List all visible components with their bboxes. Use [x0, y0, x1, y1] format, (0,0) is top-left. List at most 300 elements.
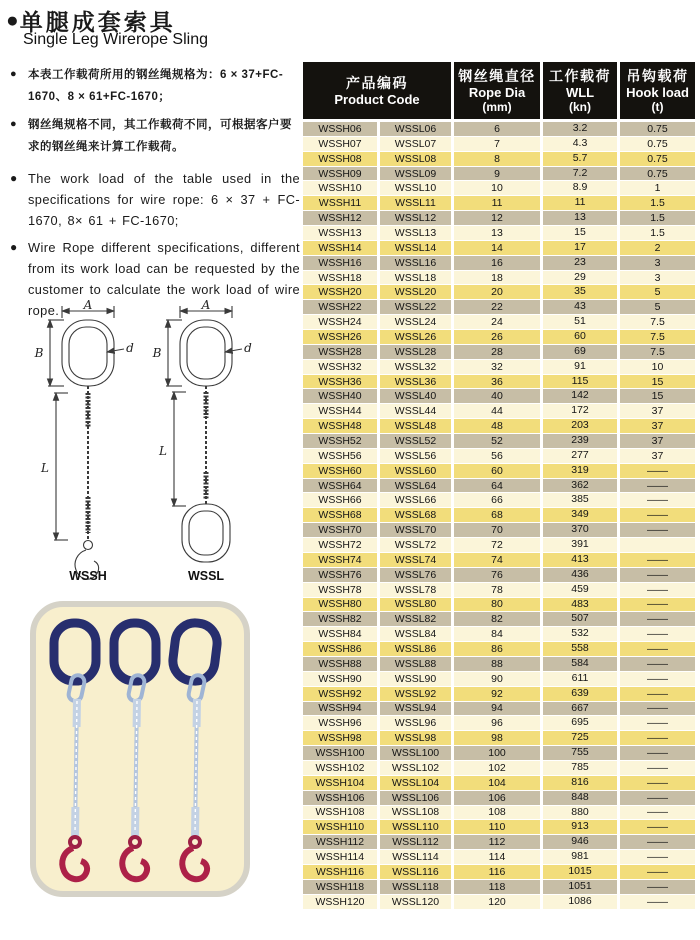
- cell-hook-load: ——: [620, 672, 695, 687]
- cell-hook-load: ——: [620, 835, 695, 850]
- cell-wssl-code: WSSL16: [380, 256, 454, 271]
- cell-hook-load: 7.5: [620, 345, 695, 360]
- cell-wssh-code: WSSH76: [303, 568, 380, 583]
- cell-wssl-code: WSSL13: [380, 226, 454, 241]
- cell-hook-load: ——: [620, 479, 695, 494]
- cell-hook-load: ——: [620, 583, 695, 598]
- cell-wssl-code: WSSL22: [380, 300, 454, 315]
- technical-diagrams: [10, 300, 292, 590]
- cell-rope-dia: 120: [454, 895, 543, 910]
- cell-wll: 816: [543, 776, 620, 791]
- cell-hook-load: ——: [620, 642, 695, 657]
- bullet-icon: ●: [10, 68, 17, 80]
- cell-rope-dia: 82: [454, 612, 543, 627]
- cell-hook-load: ——: [620, 627, 695, 642]
- cell-hook-load: ——: [620, 865, 695, 880]
- note-text: 钢丝绳规格不同，其工作载荷不同，可根据客户要求的钢丝绳来计算工作载荷。: [28, 119, 292, 153]
- cell-wssh-code: WSSH116: [303, 865, 380, 880]
- header-hook-load-en: Hook load: [626, 84, 689, 100]
- cell-rope-dia: 118: [454, 880, 543, 895]
- cell-hook-load: ——: [620, 702, 695, 717]
- note-item: [10, 168, 300, 231]
- cell-wll: 880: [543, 806, 620, 821]
- cell-wssl-code: WSSL114: [380, 850, 454, 865]
- cell-wssl-code: WSSL64: [380, 479, 454, 494]
- cell-rope-dia: 60: [454, 464, 543, 479]
- table-row: [303, 493, 695, 508]
- title-chinese: 单腿成套索具: [19, 9, 176, 35]
- cell-hook-load: ——: [620, 508, 695, 523]
- cell-wll: 558: [543, 642, 620, 657]
- spec-table: [303, 62, 695, 910]
- table-row: [303, 345, 695, 360]
- cell-rope-dia: 70: [454, 523, 543, 538]
- cell-rope-dia: 92: [454, 687, 543, 702]
- cell-wssh-code: WSSH11: [303, 196, 380, 211]
- cell-hook-load: 1.5: [620, 226, 695, 241]
- cell-wll: 23: [543, 256, 620, 271]
- table-row: [303, 271, 695, 286]
- cell-rope-dia: 8: [454, 152, 543, 167]
- table-row: [303, 256, 695, 271]
- note-item: [10, 114, 300, 158]
- cell-wssh-code: WSSH10: [303, 181, 380, 196]
- table-row: [303, 122, 695, 137]
- table-row: [303, 315, 695, 330]
- cell-wssh-code: WSSH36: [303, 375, 380, 390]
- cell-wssl-code: WSSL76: [380, 568, 454, 583]
- table-row: [303, 241, 695, 256]
- cell-wssl-code: WSSL32: [380, 360, 454, 375]
- cell-wssl-code: WSSL11: [380, 196, 454, 211]
- cell-wssh-code: WSSH98: [303, 731, 380, 746]
- cell-rope-dia: 108: [454, 806, 543, 821]
- table-row: [303, 880, 695, 895]
- table-row: [303, 449, 695, 464]
- header-rope-dia-cn: 钢丝绳直径: [458, 67, 536, 84]
- cell-rope-dia: 84: [454, 627, 543, 642]
- table-row: [303, 568, 695, 583]
- cell-hook-load: ——: [620, 791, 695, 806]
- cell-wll: 667: [543, 702, 620, 717]
- master-link-inner: [187, 327, 225, 379]
- table-row: [303, 404, 695, 419]
- table-row: [303, 196, 695, 211]
- cell-rope-dia: 9: [454, 167, 543, 182]
- cell-rope-dia: 96: [454, 716, 543, 731]
- cell-wssl-code: WSSL68: [380, 508, 454, 523]
- table-row: [303, 657, 695, 672]
- table-header: [303, 62, 695, 122]
- cell-wssl-code: WSSL112: [380, 835, 454, 850]
- cell-hook-load: 10: [620, 360, 695, 375]
- cell-wll: 91: [543, 360, 620, 375]
- cell-hook-load: ——: [620, 493, 695, 508]
- table-row: [303, 687, 695, 702]
- cell-wssh-code: WSSH12: [303, 211, 380, 226]
- sling-photo-illustration: [30, 601, 250, 897]
- cell-rope-dia: 24: [454, 315, 543, 330]
- cell-rope-dia: 40: [454, 389, 543, 404]
- cell-wssh-code: WSSH56: [303, 449, 380, 464]
- cell-wssl-code: WSSL20: [380, 285, 454, 300]
- table-row: [303, 865, 695, 880]
- wssl-diagram: [166, 306, 242, 562]
- cell-wll: 1086: [543, 895, 620, 910]
- cell-wll: 695: [543, 716, 620, 731]
- dim-l-label: L: [41, 461, 49, 475]
- cell-hook-load: ——: [620, 523, 695, 538]
- cell-wssl-code: WSSL74: [380, 553, 454, 568]
- cell-wll: 142: [543, 389, 620, 404]
- cell-wssl-code: WSSL60: [380, 464, 454, 479]
- cell-hook-load: 0.75: [620, 137, 695, 152]
- cell-wssh-code: WSSH84: [303, 627, 380, 642]
- cell-hook-load: 1.5: [620, 196, 695, 211]
- table-row: [303, 285, 695, 300]
- cell-hook-load: 0.75: [620, 122, 695, 137]
- header-hook-load: [620, 62, 695, 122]
- cell-rope-dia: 44: [454, 404, 543, 419]
- cell-wssl-code: WSSL106: [380, 791, 454, 806]
- cell-hook-load: ——: [620, 806, 695, 821]
- cell-hook-load: ——: [620, 598, 695, 613]
- cell-rope-dia: 64: [454, 479, 543, 494]
- dim-b-label: B: [152, 346, 162, 360]
- table-row: [303, 806, 695, 821]
- table-row: [303, 716, 695, 731]
- cell-hook-load: 37: [620, 404, 695, 419]
- cell-wll: 946: [543, 835, 620, 850]
- cell-rope-dia: 78: [454, 583, 543, 598]
- cell-wssh-code: WSSH64: [303, 479, 380, 494]
- cell-wssh-code: WSSH94: [303, 702, 380, 717]
- cell-wssl-code: WSSL104: [380, 776, 454, 791]
- cell-hook-load: ——: [620, 687, 695, 702]
- cell-hook-load: 37: [620, 449, 695, 464]
- table-row: [303, 746, 695, 761]
- cell-wll: 507: [543, 612, 620, 627]
- cell-hook-load: 1: [620, 181, 695, 196]
- cell-wssl-code: WSSL66: [380, 493, 454, 508]
- cell-wssh-code: WSSH70: [303, 523, 380, 538]
- cell-hook-load: 7.5: [620, 315, 695, 330]
- cell-rope-dia: 22: [454, 300, 543, 315]
- cell-wssl-code: WSSL18: [380, 271, 454, 286]
- bullet-icon: ●: [10, 171, 18, 185]
- cell-wssh-code: WSSH78: [303, 583, 380, 598]
- hook-eye: [84, 541, 93, 550]
- cell-rope-dia: 106: [454, 791, 543, 806]
- cell-hook-load: ——: [620, 820, 695, 835]
- cell-wssh-code: WSSH74: [303, 553, 380, 568]
- cell-wssl-code: WSSL06: [380, 122, 454, 137]
- cell-wssh-code: WSSH80: [303, 598, 380, 613]
- cell-wssl-code: WSSL116: [380, 865, 454, 880]
- cell-hook-load: 2: [620, 241, 695, 256]
- cell-wssh-code: WSSH112: [303, 835, 380, 850]
- cell-rope-dia: 94: [454, 702, 543, 717]
- title-bullet-icon: ●: [6, 9, 19, 32]
- cell-hook-load: ——: [620, 657, 695, 672]
- cell-wll: 8.9: [543, 181, 620, 196]
- cell-rope-dia: 88: [454, 657, 543, 672]
- cell-wll: 459: [543, 583, 620, 598]
- table-row: [303, 791, 695, 806]
- cell-wssl-code: WSSL86: [380, 642, 454, 657]
- cell-hook-load: 0.75: [620, 152, 695, 167]
- cell-wssl-code: WSSL28: [380, 345, 454, 360]
- note-text: The work load of the table used in the specifications for wire rope: 6 × 37 + FC-1670, 8× 61 + FC-1670;: [28, 171, 300, 228]
- table-row: [303, 627, 695, 642]
- dim-d-line: [225, 349, 242, 352]
- cell-wssh-code: WSSH40: [303, 389, 380, 404]
- cell-rope-dia: 102: [454, 761, 543, 776]
- cell-wssl-code: WSSL94: [380, 702, 454, 717]
- table-row: [303, 152, 695, 167]
- cell-wssh-code: WSSH72: [303, 538, 380, 553]
- cell-wll: 172: [543, 404, 620, 419]
- dim-a-label: A: [83, 300, 93, 312]
- cell-rope-dia: 20: [454, 285, 543, 300]
- cell-rope-dia: 56: [454, 449, 543, 464]
- cell-wssh-code: WSSH14: [303, 241, 380, 256]
- cell-wssh-code: WSSH20: [303, 285, 380, 300]
- cell-rope-dia: 66: [454, 493, 543, 508]
- cell-wssl-code: WSSL98: [380, 731, 454, 746]
- cell-wssh-code: WSSH88: [303, 657, 380, 672]
- cell-hook-load: ——: [620, 776, 695, 791]
- cell-rope-dia: 26: [454, 330, 543, 345]
- cell-wssh-code: WSSH09: [303, 167, 380, 182]
- header-product-code: [303, 62, 454, 122]
- dim-d-label: d: [126, 341, 134, 355]
- cell-wll: 17: [543, 241, 620, 256]
- cell-rope-dia: 104: [454, 776, 543, 791]
- table-row: [303, 330, 695, 345]
- cell-rope-dia: 16: [454, 256, 543, 271]
- note-item: [10, 64, 300, 108]
- cell-wll: 51: [543, 315, 620, 330]
- product-photo: [30, 601, 250, 902]
- cell-wll: 319: [543, 464, 620, 479]
- cell-wssl-code: WSSL40: [380, 389, 454, 404]
- cell-wssh-code: WSSH102: [303, 761, 380, 776]
- cell-hook-load: ——: [620, 731, 695, 746]
- wssh-diagram: [48, 306, 124, 579]
- header-product-code-en: Product Code: [334, 91, 420, 107]
- table-row: [303, 137, 695, 152]
- cell-wssh-code: WSSH16: [303, 256, 380, 271]
- cell-wssh-code: WSSH32: [303, 360, 380, 375]
- table-row: [303, 642, 695, 657]
- cell-wssh-code: WSSH08: [303, 152, 380, 167]
- cell-wssl-code: WSSL08: [380, 152, 454, 167]
- master-link-inner: [69, 327, 107, 379]
- cell-rope-dia: 14: [454, 241, 543, 256]
- table-row: [303, 761, 695, 776]
- table-row: [303, 598, 695, 613]
- cell-wll: 1051: [543, 880, 620, 895]
- table-row: [303, 776, 695, 791]
- cell-wssl-code: WSSL96: [380, 716, 454, 731]
- cell-hook-load: ——: [620, 716, 695, 731]
- cell-hook-load: ——: [620, 612, 695, 627]
- table-row: [303, 226, 695, 241]
- cell-rope-dia: 116: [454, 865, 543, 880]
- cell-wssl-code: WSSL48: [380, 419, 454, 434]
- cell-hook-load: 3: [620, 256, 695, 271]
- cell-rope-dia: 13: [454, 226, 543, 241]
- cell-wll: 115: [543, 375, 620, 390]
- cell-wll: 13: [543, 211, 620, 226]
- header-wll: [543, 62, 620, 122]
- table-row: [303, 389, 695, 404]
- cell-wssh-code: WSSH82: [303, 612, 380, 627]
- cell-wssh-code: WSSH07: [303, 137, 380, 152]
- cell-wssl-code: WSSL10: [380, 181, 454, 196]
- wssl-caption: WSSL: [187, 569, 225, 583]
- cell-wssh-code: WSSH60: [303, 464, 380, 479]
- note-text: 本表工作载荷所用的钢丝绳规格为：6 × 37+FC-1670、8 × 61+FC-1670；: [28, 69, 284, 103]
- table-row: [303, 538, 695, 553]
- cell-wll: 755: [543, 746, 620, 761]
- cell-wssl-code: WSSL07: [380, 137, 454, 152]
- cell-wll: 391: [543, 538, 620, 553]
- cell-hook-load: 1.5: [620, 211, 695, 226]
- cell-wssh-code: WSSH110: [303, 820, 380, 835]
- cell-rope-dia: 98: [454, 731, 543, 746]
- cell-wssl-code: WSSL12: [380, 211, 454, 226]
- table-row: [303, 895, 695, 910]
- cell-rope-dia: 74: [454, 553, 543, 568]
- table-row: [303, 434, 695, 449]
- cell-wll: 639: [543, 687, 620, 702]
- dim-l-label: L: [159, 444, 167, 458]
- cell-wll: 43: [543, 300, 620, 315]
- cell-wssl-code: WSSL24: [380, 315, 454, 330]
- bullet-icon: ●: [10, 118, 17, 130]
- header-rope-dia-unit: (mm): [482, 99, 512, 114]
- cell-wssh-code: WSSH52: [303, 434, 380, 449]
- cell-wll: 532: [543, 627, 620, 642]
- table-row: [303, 181, 695, 196]
- table-row: [303, 820, 695, 835]
- table-row: [303, 583, 695, 598]
- header-rope-dia-en: Rope Dia: [468, 84, 526, 100]
- cell-hook-load: [620, 538, 695, 553]
- cell-wssh-code: WSSH28: [303, 345, 380, 360]
- master-link-outline: [62, 320, 114, 386]
- cell-wll: 584: [543, 657, 620, 672]
- cell-wll: 611: [543, 672, 620, 687]
- cell-rope-dia: 48: [454, 419, 543, 434]
- cell-wssh-code: WSSH66: [303, 493, 380, 508]
- cell-rope-dia: 18: [454, 271, 543, 286]
- cell-wssl-code: WSSL72: [380, 538, 454, 553]
- cell-wssl-code: WSSL84: [380, 627, 454, 642]
- table-row: [303, 835, 695, 850]
- cell-rope-dia: 6: [454, 122, 543, 137]
- cell-wssh-code: WSSH86: [303, 642, 380, 657]
- cell-wssl-code: WSSL26: [380, 330, 454, 345]
- header-product-code-cn: 产品编码: [346, 74, 408, 91]
- cell-wll: 370: [543, 523, 620, 538]
- cell-hook-load: ——: [620, 746, 695, 761]
- cell-wll: 848: [543, 791, 620, 806]
- cell-hook-load: 37: [620, 419, 695, 434]
- dim-a-label: A: [201, 300, 211, 312]
- header-wll-en: WLL: [565, 84, 595, 100]
- cell-wssl-code: WSSL88: [380, 657, 454, 672]
- cell-wll: 29: [543, 271, 620, 286]
- table-row: [303, 612, 695, 627]
- table-row: [303, 702, 695, 717]
- table-row: [303, 375, 695, 390]
- master-link-outline: [180, 320, 232, 386]
- dim-d-label: d: [244, 341, 252, 355]
- cell-hook-load: 0.75: [620, 167, 695, 182]
- cell-rope-dia: 100: [454, 746, 543, 761]
- table-row: [303, 508, 695, 523]
- cell-rope-dia: 28: [454, 345, 543, 360]
- cell-wssh-code: WSSH24: [303, 315, 380, 330]
- cell-wssl-code: WSSL14: [380, 241, 454, 256]
- cell-hook-load: ——: [620, 850, 695, 865]
- cell-hook-load: 3: [620, 271, 695, 286]
- cell-wssh-code: WSSH48: [303, 419, 380, 434]
- cell-rope-dia: 90: [454, 672, 543, 687]
- cell-wssh-code: WSSH90: [303, 672, 380, 687]
- table-row: [303, 553, 695, 568]
- cell-wll: 1015: [543, 865, 620, 880]
- cell-wssl-code: WSSL118: [380, 880, 454, 895]
- cell-rope-dia: 12: [454, 211, 543, 226]
- cell-wssh-code: WSSH18: [303, 271, 380, 286]
- cell-wssl-code: WSSL36: [380, 375, 454, 390]
- cell-wll: 5.7: [543, 152, 620, 167]
- cell-hook-load: ——: [620, 880, 695, 895]
- cell-wll: 35: [543, 285, 620, 300]
- cell-wssh-code: WSSH96: [303, 716, 380, 731]
- cell-wll: 11: [543, 196, 620, 211]
- cell-rope-dia: 76: [454, 568, 543, 583]
- cell-wssh-code: WSSH108: [303, 806, 380, 821]
- cell-hook-load: 15: [620, 389, 695, 404]
- table-row: [303, 360, 695, 375]
- cell-wll: 913: [543, 820, 620, 835]
- table-row: [303, 731, 695, 746]
- header-wll-cn: 工作载荷: [549, 67, 612, 84]
- bottom-link-inner: [189, 511, 223, 555]
- header-wll-unit: (kn): [569, 99, 592, 114]
- cell-hook-load: 7.5: [620, 330, 695, 345]
- table-row: [303, 419, 695, 434]
- dim-b-label: B: [34, 346, 44, 360]
- cell-wll: 785: [543, 761, 620, 776]
- cell-wssl-code: WSSL78: [380, 583, 454, 598]
- cell-rope-dia: 80: [454, 598, 543, 613]
- cell-wssh-code: WSSH104: [303, 776, 380, 791]
- cell-wll: 239: [543, 434, 620, 449]
- cell-hook-load: ——: [620, 568, 695, 583]
- header-hook-load-cn: 吊钩载荷: [626, 67, 689, 84]
- cell-wssl-code: WSSL102: [380, 761, 454, 776]
- cell-rope-dia: 110: [454, 820, 543, 835]
- cell-wll: 483: [543, 598, 620, 613]
- cell-wssh-code: WSSH68: [303, 508, 380, 523]
- cell-wll: 725: [543, 731, 620, 746]
